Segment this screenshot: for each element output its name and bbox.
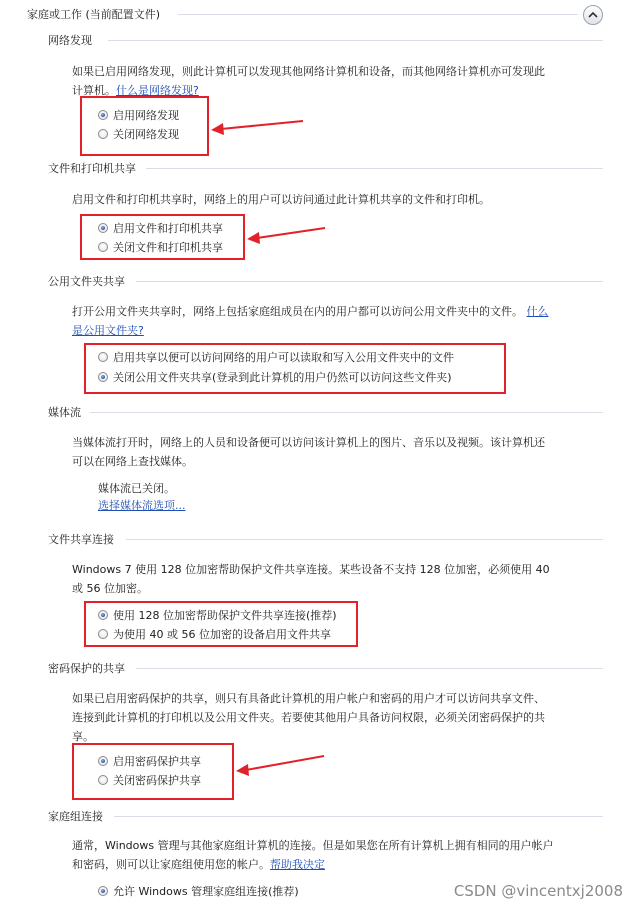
radio-label: 启用密码保护共享 xyxy=(113,755,201,768)
radio-label: 允许 Windows 管理家庭组连接(推荐) xyxy=(113,885,299,898)
divider xyxy=(146,168,603,169)
radio-label: 关闭密码保护共享 xyxy=(113,774,201,787)
divider xyxy=(126,539,603,540)
radio-label: 为使用 40 或 56 位加密的设备启用文件共享 xyxy=(113,628,331,641)
annotation-box xyxy=(80,96,209,156)
radio-label: 关闭文件和打印机共享 xyxy=(113,241,223,254)
annotation-box xyxy=(84,601,358,647)
annotation-arrow-icon xyxy=(232,752,328,778)
collapse-button[interactable] xyxy=(583,5,603,25)
radio-button[interactable] xyxy=(98,886,108,896)
public-folder-help-link-part2[interactable]: 是公用文件夹? xyxy=(72,324,144,337)
help-me-decide-link[interactable]: 帮助我决定 xyxy=(270,858,325,871)
media-streaming-title: 媒体流 xyxy=(48,406,81,419)
public-folder-help-link-part1[interactable]: 什么 xyxy=(526,305,549,318)
radio-label: 关闭公用文件夹共享(登录到此计算机的用户仍然可以访问这些文件夹) xyxy=(113,371,452,384)
radio-label: 使用 128 位加密帮助保护文件共享连接(推荐) xyxy=(113,609,337,622)
radio-label: 启用共享以便可以访问网络的用户可以读取和写入公用文件夹中的文件 xyxy=(113,351,454,364)
header-divider xyxy=(178,14,578,15)
divider xyxy=(90,412,603,413)
media-streaming-options-link[interactable]: 选择媒体流选项... xyxy=(98,499,186,512)
divider xyxy=(136,281,603,282)
annotation-arrow-icon xyxy=(207,115,307,137)
radio-allow-windows-manage-homegroup[interactable] xyxy=(98,882,299,900)
public-folder-sharing-title: 公用文件夹共享 xyxy=(48,275,125,288)
section-header-title: 家庭或工作 (当前配置文件) xyxy=(27,8,161,21)
radio-label: 关闭网络发现 xyxy=(113,128,179,141)
annotation-box xyxy=(72,743,234,800)
media-streaming-desc: 当媒体流打开时，网络上的人员和设备便可以访问该计算机上的图片、音乐以及视频。该计算机还 可以在网络上查找媒体。 xyxy=(72,436,545,468)
watermark: CSDN @vincentxj2008 xyxy=(453,882,623,900)
chevron-up-icon xyxy=(588,11,598,19)
file-sharing-connections-title: 文件共享连接 xyxy=(48,533,114,546)
divider xyxy=(114,816,603,817)
network-discovery-help-link[interactable]: 什么是网络发现? xyxy=(116,84,199,97)
file-printer-sharing-title: 文件和打印机共享 xyxy=(48,162,136,175)
media-streaming-status: 媒体流已关闭。 xyxy=(98,482,175,495)
homegroup-connections-title: 家庭组连接 xyxy=(48,810,103,823)
network-discovery-desc: 如果已启用网络发现，则此计算机可以发现其他网络计算机和设备，而其他网络计算机亦可发现此 计算机。什么是网络发现? xyxy=(72,65,545,97)
file-printer-sharing-desc: 启用文件和打印机共享时，网络上的用户可以访问通过此计算机共享的文件和打印机。 xyxy=(72,193,490,206)
network-discovery-title: 网络发现 xyxy=(48,34,92,47)
homegroup-connections-desc: 通常，Windows 管理与其他家庭组计算机的连接。但是如果您在所有计算机上拥有相同的用户帐户 和密码，则可以让家庭组使用您的帐户。帮助我决定 xyxy=(72,839,554,871)
divider xyxy=(136,668,603,669)
password-protected-sharing-title: 密码保护的共享 xyxy=(48,662,125,675)
divider xyxy=(108,40,603,41)
annotation-box xyxy=(84,343,506,394)
annotation-box xyxy=(80,214,245,260)
password-protected-sharing-desc: 如果已启用密码保护的共享，则只有具备此计算机的用户帐户和密码的用户才可以访问共享文件、 连接到此计算机的打印机以及公用文件夹。若要使其他用户具备访问权限，必须关闭密码保护的共 享。 xyxy=(72,692,545,743)
radio-label: 启用网络发现 xyxy=(113,109,179,122)
radio-label: 启用文件和打印机共享 xyxy=(113,222,223,235)
public-folder-sharing-desc: 打开公用文件夹共享时，网络上包括家庭组成员在内的用户都可以访问公用文件夹中的文件。 什么 是公用文件夹? xyxy=(72,305,549,337)
annotation-arrow-icon xyxy=(243,224,329,246)
file-sharing-connections-desc: Windows 7 使用 128 位加密帮助保护文件共享连接。某些设备不支持 128 位加密，必须使用 40 或 56 位加密。 xyxy=(72,563,550,595)
